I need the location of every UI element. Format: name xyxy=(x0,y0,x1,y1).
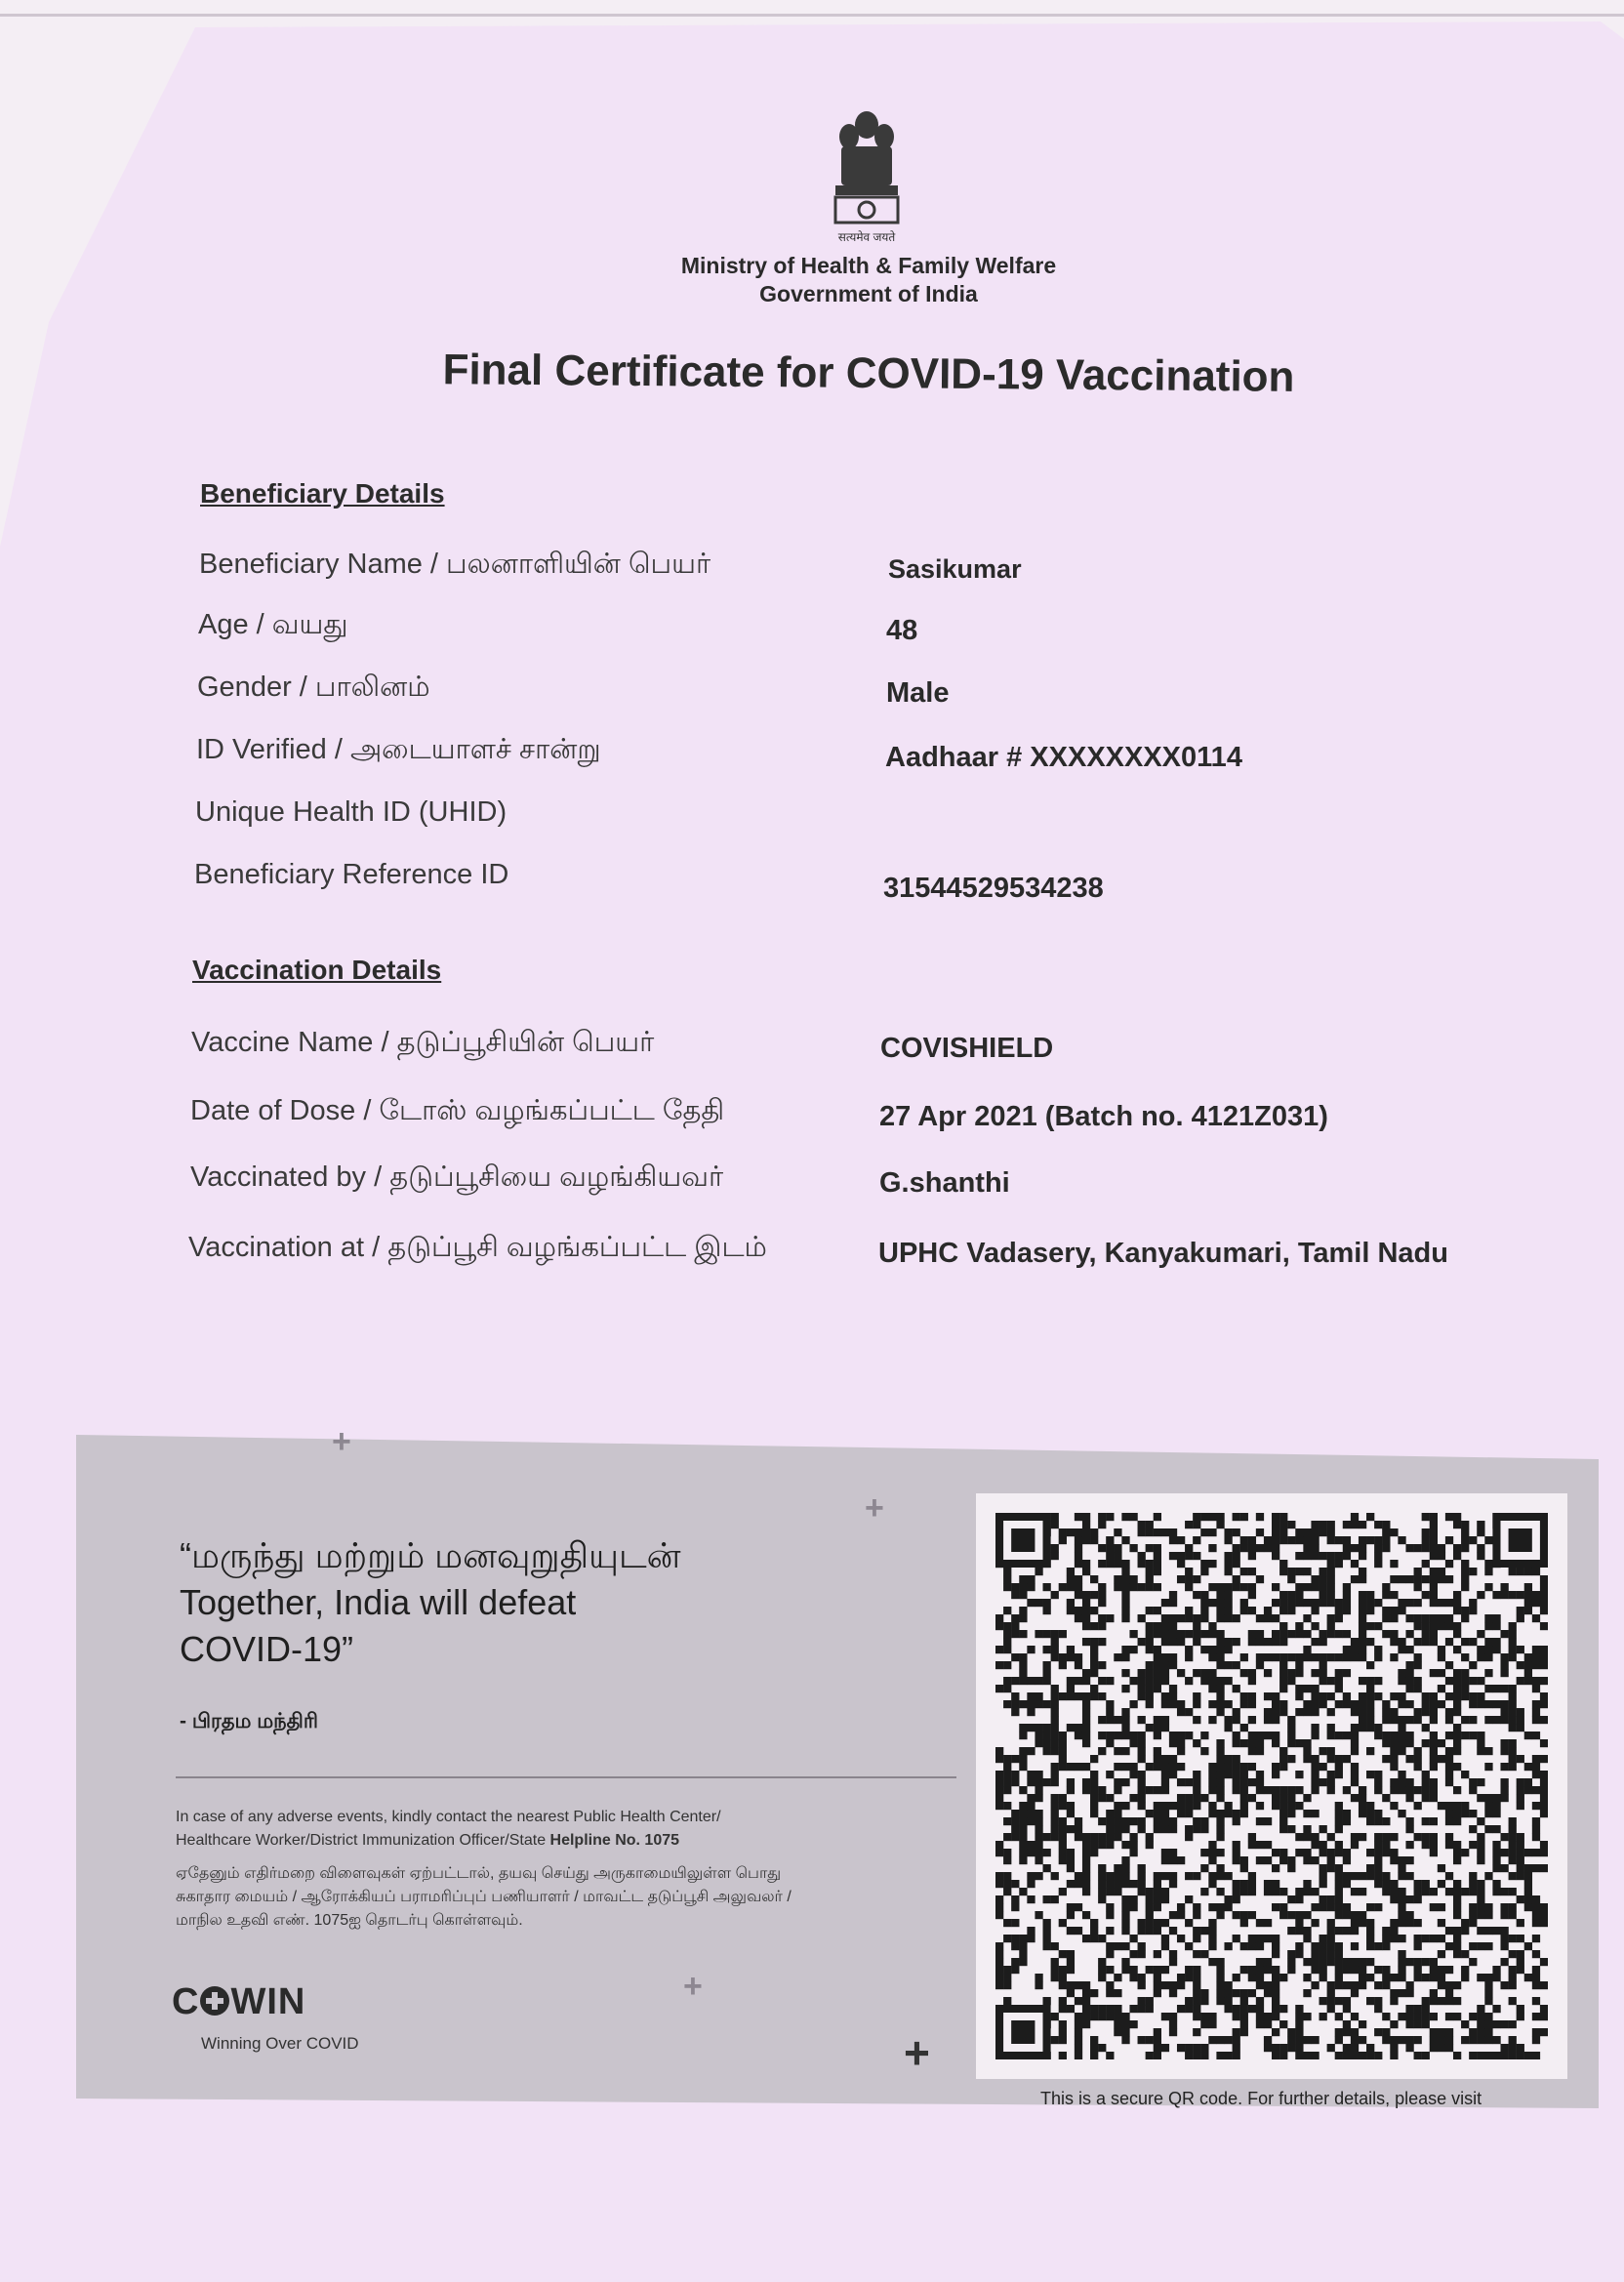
helpline-text-ta-1: ஏதேனும் எதிர்மறை விளைவுகள் ஏற்பட்டால், தயவு செய்து அருகாமையிலுள்ள பொது xyxy=(176,1865,782,1882)
detail-row-vaccinated-by xyxy=(0,1161,1624,1204)
helpline-notice xyxy=(176,1806,956,1933)
plus-icon: + xyxy=(904,2027,930,2078)
cowin-plus-icon xyxy=(199,1985,230,2017)
detail-row-reference-id xyxy=(0,859,1624,902)
qr-code xyxy=(995,1513,1548,2059)
qr-code-box xyxy=(976,1493,1567,2079)
ministry-name: Ministry of Health & Family Welfare xyxy=(680,253,1057,278)
helpline-text-en-2 xyxy=(176,1829,956,1853)
detail-value: G.shanthi xyxy=(879,1167,1010,1199)
detail-row-gender xyxy=(0,672,1624,714)
beneficiary-section-heading: Beneficiary Details xyxy=(200,478,445,509)
plus-icon: + xyxy=(683,1968,703,2005)
ministry-heading xyxy=(625,252,1113,308)
cowin-logo xyxy=(172,1981,305,2023)
helpline-number: Helpline No. 1075 xyxy=(549,1832,680,1849)
detail-label: ID Verified / அடையாளச் சான்று xyxy=(196,734,601,765)
detail-value: UPHC Vadasery, Kanyakumari, Tamil Nadu xyxy=(878,1238,1448,1269)
detail-label: Beneficiary Name / பலனாளியின் பெயர் xyxy=(199,549,711,580)
quote-attribution: - பிரதம மந்திரி xyxy=(180,1710,318,1732)
plus-icon: + xyxy=(865,1489,884,1527)
detail-label: Gender / பாலினம் xyxy=(197,672,430,703)
detail-label: Vaccination at / தடுப்பூசி வழங்கப்பட்ட இடம் xyxy=(188,1232,767,1263)
detail-value: 27 Apr 2021 (Batch no. 4121Z031) xyxy=(879,1101,1328,1132)
detail-row-age xyxy=(0,609,1624,652)
detail-row-vaccine-name xyxy=(0,1027,1624,1070)
cowin-logo-left: C xyxy=(172,1981,200,2022)
detail-value: 48 xyxy=(886,615,918,646)
certificate-title: Final Certificate for COVID-19 Vaccination xyxy=(442,346,1295,401)
detail-value: Aadhaar # XXXXXXXX0114 xyxy=(885,742,1242,773)
plus-icon: + xyxy=(332,1423,351,1460)
emblem-motto: सत्यमेव जयते xyxy=(837,230,896,244)
detail-row-date-of-dose xyxy=(0,1095,1624,1138)
detail-value: Male xyxy=(886,677,950,709)
helpline-text-ta-2: சுகாதார மையம் / ஆரோக்கியப் பராமரிப்புப் பணியாளர் / மாவட்ட தடுப்பூசி அலுவலர் / xyxy=(176,1889,792,1905)
helpline-text-en-1: In case of any adverse events, kindly contact the nearest Public Health Center/ xyxy=(176,1809,721,1825)
qr-caption: This is a secure QR code. For further details, please visit xyxy=(1040,2089,1482,2108)
quote-line-english: Together, India will defeat xyxy=(180,1582,577,1622)
detail-label: Beneficiary Reference ID xyxy=(194,859,509,890)
cowin-tagline: Winning Over COVID xyxy=(201,2034,359,2053)
pm-quote xyxy=(180,1532,681,1673)
quote-line-english-2: COVID-19” xyxy=(180,1629,354,1669)
detail-label: Age / வயது xyxy=(198,609,348,640)
helpline-text-ta-3: மாநில உதவி எண். 1075ஐ தொடர்பு கொள்ளவும். xyxy=(176,1912,523,1929)
helpline-text-en-2a: Healthcare Worker/District Immunization Officer/State xyxy=(176,1832,550,1849)
detail-label: Vaccinated by / தடுப்பூசியை வழங்கியவர் xyxy=(190,1161,724,1193)
detail-row-id-verified xyxy=(0,734,1624,777)
detail-row-name xyxy=(0,549,1624,591)
detail-value: COVISHIELD xyxy=(880,1033,1054,1064)
detail-value: 31544529534238 xyxy=(883,873,1104,904)
cowin-logo-right: WIN xyxy=(230,1981,306,2022)
scan-edge-line xyxy=(0,14,1624,17)
panel-divider xyxy=(176,1776,956,1778)
detail-label: Vaccine Name / தடுப்பூசியின் பெயர் xyxy=(191,1027,655,1058)
detail-label: Unique Health ID (UHID) xyxy=(195,796,508,828)
vaccination-section-heading: Vaccination Details xyxy=(192,955,442,985)
quote-line-tamil: “மருந்து மற்றும் மனவுறுதியுடன் xyxy=(180,1535,681,1575)
detail-row-vaccination-at xyxy=(0,1232,1624,1275)
detail-label: Date of Dose / டோஸ் வழங்கப்பட்ட தேதி xyxy=(190,1095,725,1126)
government-name: Government of India xyxy=(759,281,978,306)
detail-row-uhid xyxy=(0,796,1624,839)
detail-value: Sasikumar xyxy=(888,554,1022,584)
